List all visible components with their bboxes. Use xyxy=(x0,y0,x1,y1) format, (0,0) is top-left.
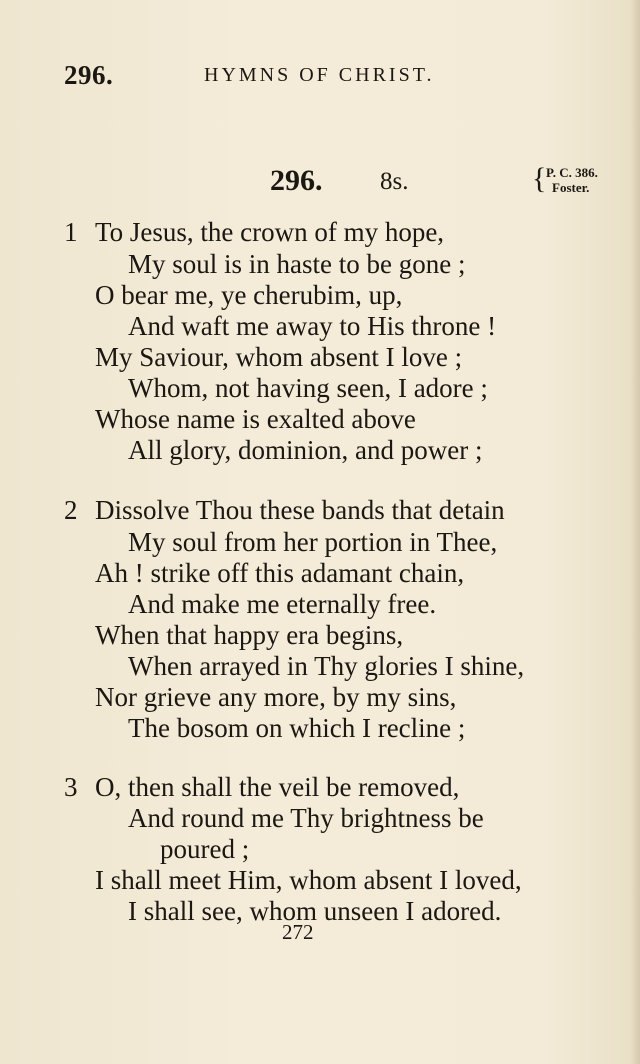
verse-line: Whose name is exalted above xyxy=(95,404,416,434)
tune-reference-line-1: P. C. 386. xyxy=(546,165,598,180)
verse-line: When that happy era begins, xyxy=(95,620,404,650)
verse-line: And make me eternally free. xyxy=(128,589,437,619)
verse-line: All glory, dominion, and power ; xyxy=(128,435,483,465)
verse-line: poured ; xyxy=(160,834,250,864)
verse-line: My soul from her portion in Thee, xyxy=(128,527,498,557)
running-head xyxy=(64,60,484,90)
verse-line: I shall see, whom unseen I adored. xyxy=(128,896,502,926)
verse-line: Nor grieve any more, by my sins, xyxy=(95,682,457,712)
page-edge-shadow xyxy=(630,0,640,1064)
hymn-number: 296. xyxy=(270,164,323,197)
verse-line: When arrayed in Thy glories I shine, xyxy=(128,651,525,681)
running-head-page-number: 296. xyxy=(64,60,114,90)
verse-line: Whom, not having seen, I adore ; xyxy=(128,373,488,403)
verse-number: 1 xyxy=(64,217,78,247)
verse-line: The bosom on which I recline ; xyxy=(128,713,466,743)
verse-line: My Saviour, whom absent I love ; xyxy=(95,342,463,372)
verse-line: Dissolve Thou these bands that detain xyxy=(95,495,505,525)
verse-line: I shall meet Him, whom absent I loved, xyxy=(95,865,522,895)
tune-reference-line-2: Foster. xyxy=(552,180,590,195)
hymn-heading xyxy=(270,160,630,210)
verse-line: And waft me away to His throne ! xyxy=(128,311,497,341)
verse-number: 3 xyxy=(64,772,78,802)
verse-line: My soul is in haste to be gone ; xyxy=(128,249,466,279)
verse-line: O bear me, ye cherubim, up, xyxy=(95,280,403,310)
running-head-title: HYMNS OF CHRIST. xyxy=(204,64,435,86)
tune-brace: { xyxy=(532,162,547,195)
verse-line: To Jesus, the crown of my hope, xyxy=(95,217,445,247)
verse-line: And round me Thy brightness be xyxy=(128,803,484,833)
verse-line: O, then shall the veil be removed, xyxy=(95,772,460,802)
tune-reference xyxy=(546,165,598,195)
verse-number: 2 xyxy=(64,495,78,525)
verse-line: Ah ! strike off this adamant chain, xyxy=(95,558,465,588)
hymn-meter: 8s. xyxy=(380,168,409,195)
folio-page-number: 272 xyxy=(282,920,314,944)
